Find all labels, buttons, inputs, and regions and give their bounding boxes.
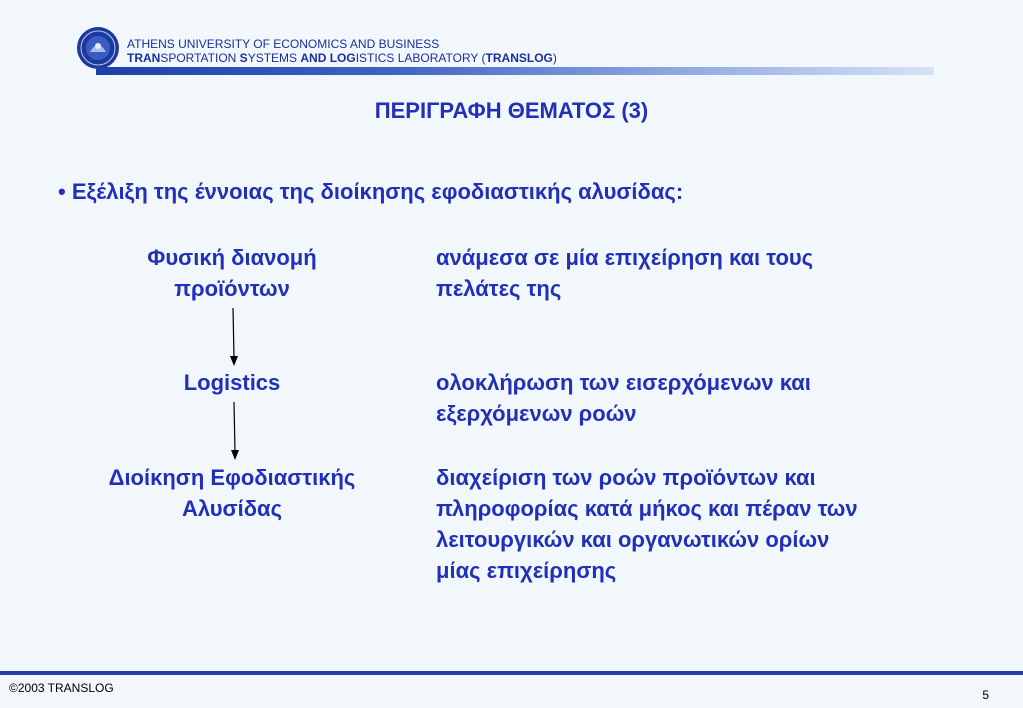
header-gradient-bar [96,67,934,75]
desc-line: ολοκλήρωση των εισερχόμενων και [436,370,811,395]
desc-line: λειτουργικών και οργανωτικών ορίων [436,527,830,552]
lab-name-part: ISTICS LABORATORY ( [355,51,486,65]
down-arrow-2 [227,402,243,462]
term-supply-chain-management [80,462,384,524]
term-line: Φυσική διανομή [147,245,317,270]
desc-line: μίας επιχείρησης [436,558,617,583]
lab-name-part: SPORTATION [160,51,240,65]
university-name: ATHENS UNIVERSITY OF ECONOMICS AND BUSINESS [127,37,440,51]
term-logistics [80,367,384,398]
term-physical-distribution [80,242,384,304]
term-line: Αλυσίδας [181,496,283,521]
footer-bar [0,671,1023,675]
lab-name-part: AND LOG [300,51,356,65]
lab-name-part: S [239,51,248,65]
desc-physical-distribution [436,242,996,304]
slide-title: ΠΕΡΙΓΡΑΦΗ ΘΕΜΑΤΟΣ (3) [374,98,649,123]
lab-name-part: YSTEMS [247,51,301,65]
desc-logistics [436,367,996,429]
term-line: Logistics [183,370,281,395]
copyright-text: ©2003 TRANSLOG [9,681,114,695]
desc-supply-chain-management [436,462,996,586]
desc-line: ανάμεσα σε μία επιχείρηση και τους [436,245,814,270]
page-number: 5 [982,688,989,702]
term-line: προϊόντων [174,276,290,301]
lab-name [127,51,557,65]
term-line: Διοίκηση Εφοδιαστικής [108,465,356,490]
university-seal-logo [76,26,120,70]
desc-line: εξερχόμενων ροών [436,401,637,426]
lab-name-part: ) [552,51,557,65]
down-arrow-1 [226,308,242,368]
desc-line: πληροφορίας κατά μήκος και πέραν των [436,496,858,521]
desc-line: διαχείριση των ροών προϊόντων και [436,465,816,490]
desc-line: πελάτες της [436,276,562,301]
bullet-point: • Εξέλιξη της έννοιας της διοίκησης εφοδιαστικής αλυσίδας: [58,179,684,204]
lab-name-part: TRANSLOG [485,51,553,65]
lab-name-part: TRAN [127,51,161,65]
